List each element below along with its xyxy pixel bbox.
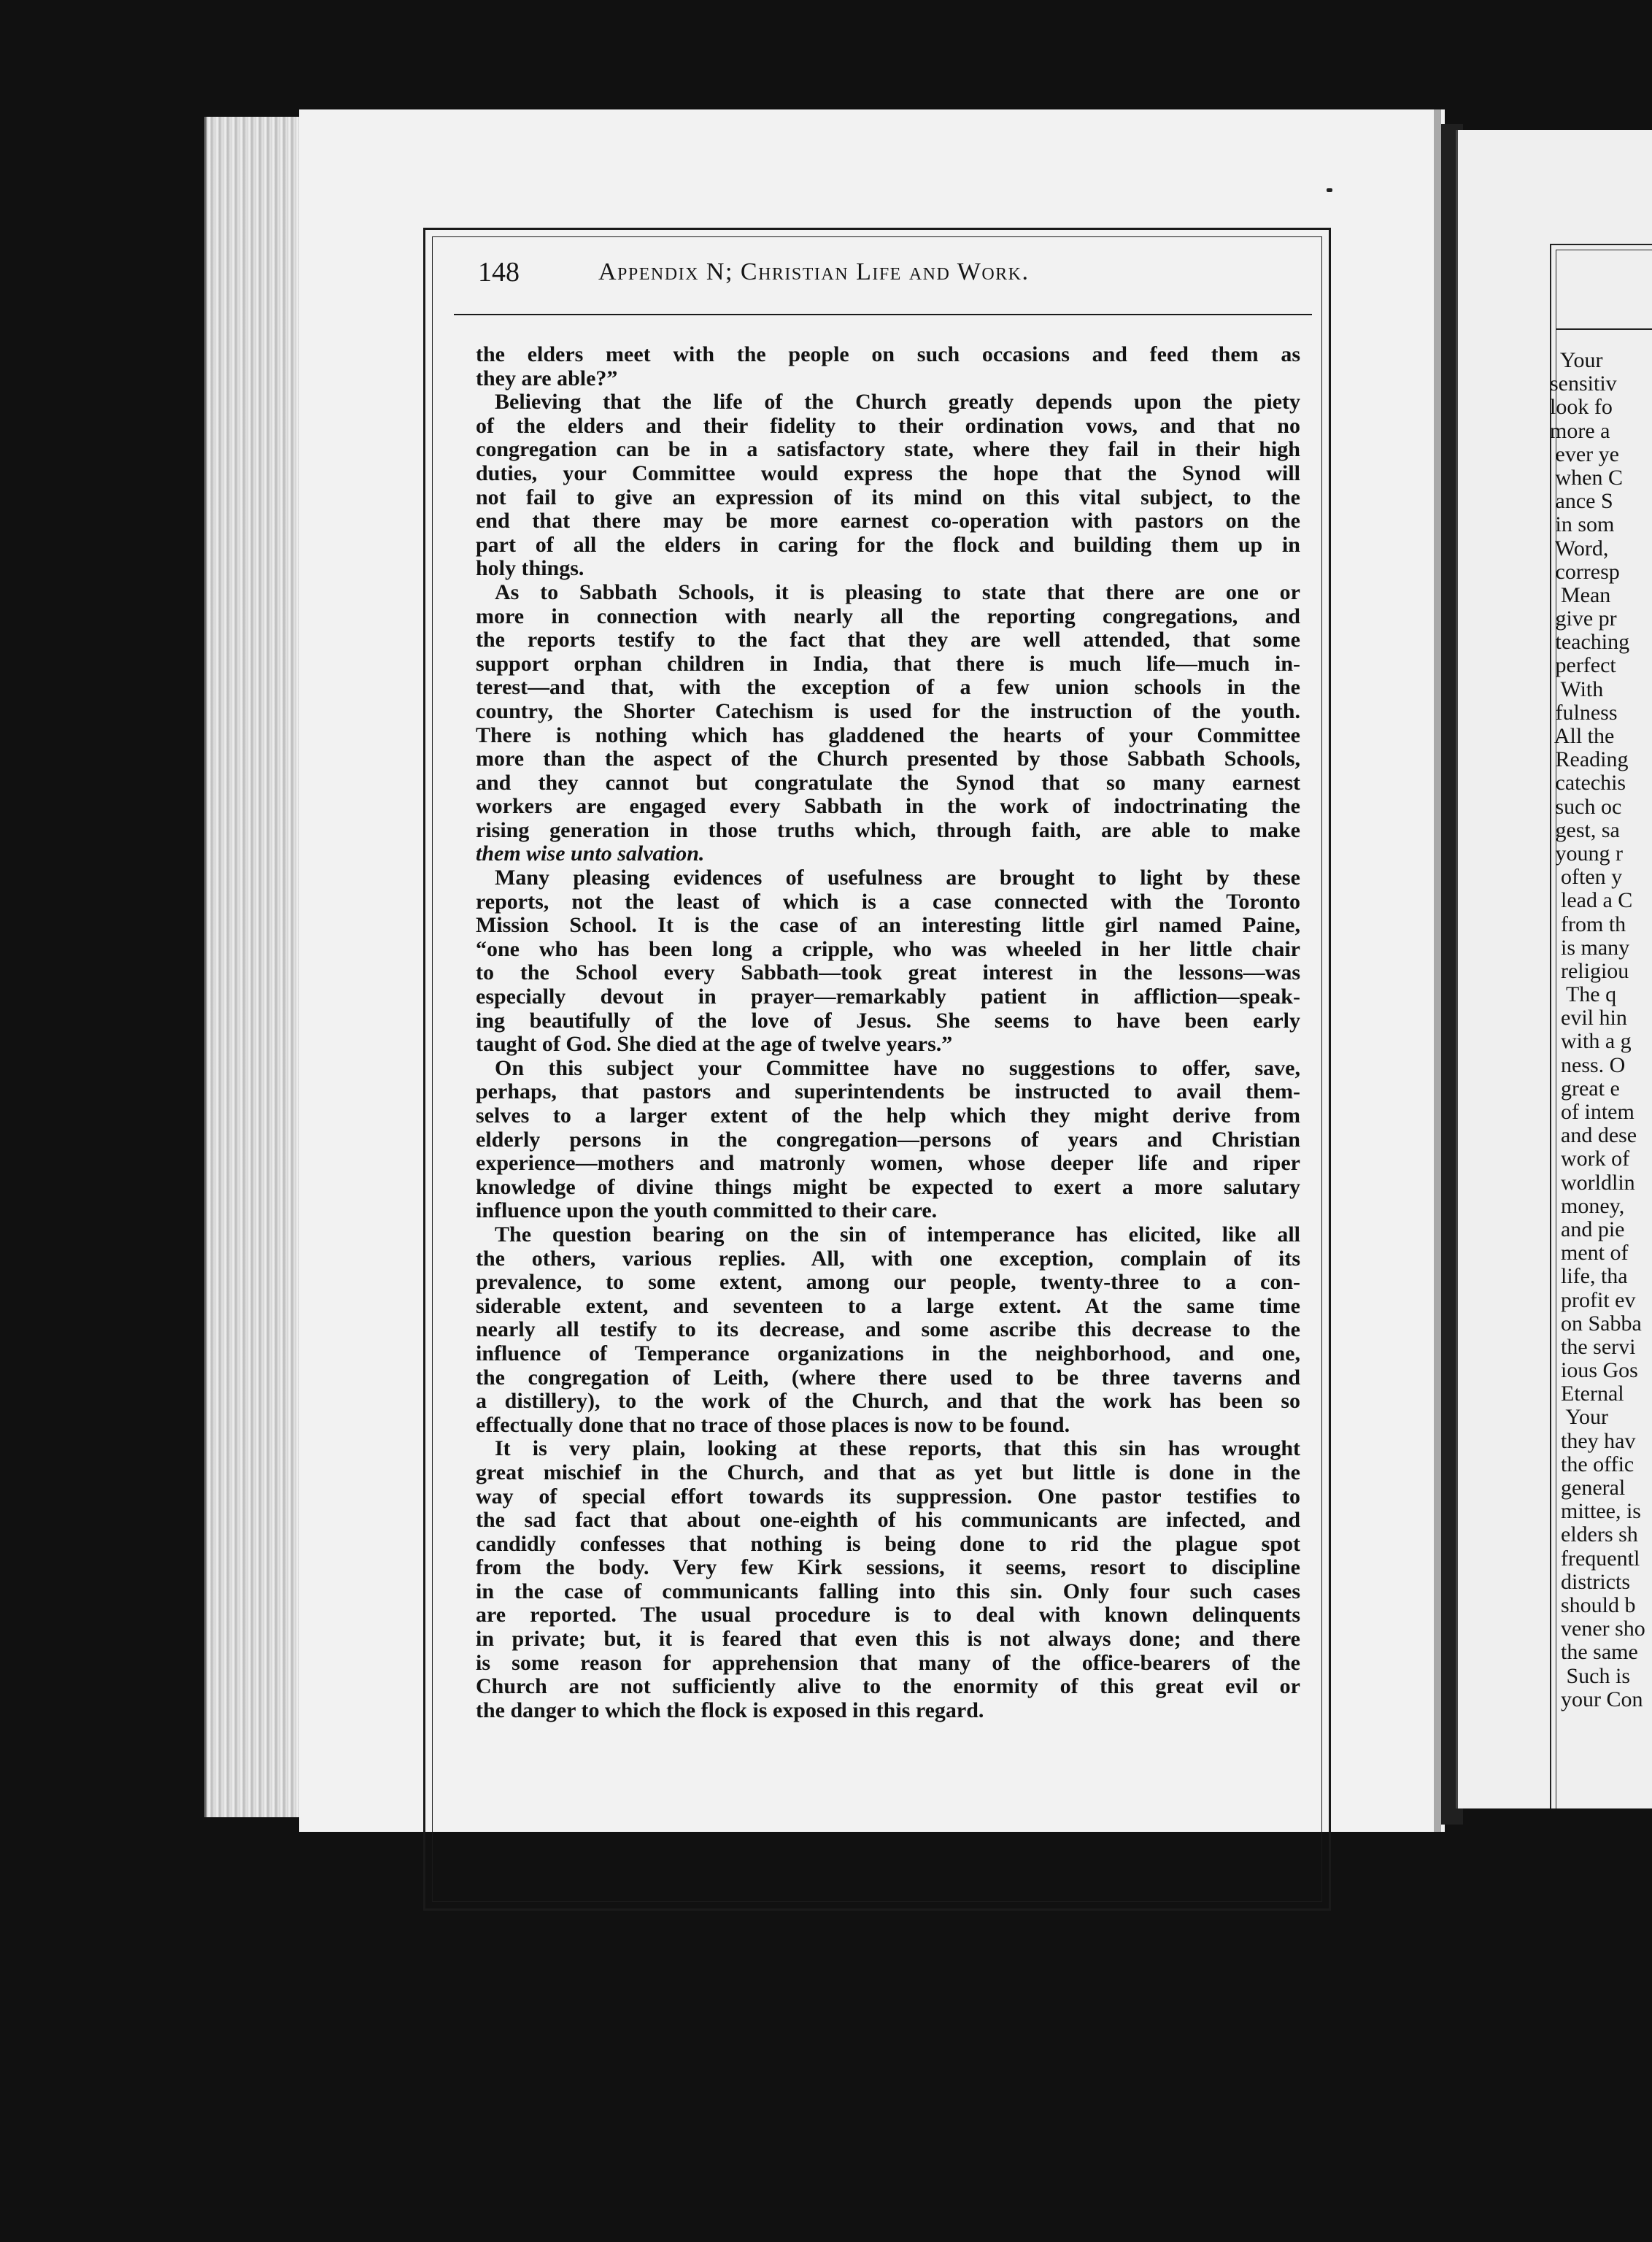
text-line: ing beautifully of the love of Jesus. She seems to have been early	[476, 1009, 1300, 1033]
facing-page-line: of intem	[1550, 1100, 1634, 1124]
text-line: the sad fact that about one-eighth of his communicants are infected, and	[476, 1509, 1300, 1533]
text-line: not fail to give an expression of its mind on this vital subject, to the	[476, 485, 1300, 509]
text-line: a distillery), to the work of the Church, and that the work has been so	[476, 1390, 1300, 1414]
facing-page-line: worldlin	[1550, 1170, 1635, 1195]
text-line: taught of God. She died at the age of twelve years.”	[476, 1033, 953, 1057]
facing-page-line: is many	[1550, 935, 1630, 960]
text-line: in private; but, it is feared that even this is not always done; and there	[476, 1627, 1300, 1652]
ink-speck	[1327, 188, 1332, 192]
text-line: to the School every Sabbath—took great interest in the lessons—was	[476, 961, 1300, 985]
text-line: There is nothing which has gladdened the hearts of your Committee	[476, 723, 1300, 747]
facing-page-line: and dese	[1550, 1123, 1637, 1148]
text-line: part of all the elders in caring for the flock and building them up in	[476, 533, 1300, 557]
text-line: the danger to which the flock is exposed in this regard.	[476, 1698, 984, 1722]
text-line: Believing that the life of the Church greatly depends upon the piety	[495, 390, 1300, 415]
facing-page-line: with a g	[1550, 1029, 1632, 1054]
text-line: perhaps, that pastors and superintendents be instructed to avail them-	[476, 1080, 1300, 1104]
facing-page-line: more a	[1550, 418, 1610, 443]
text-line: As to Sabbath Schools, it is pleasing to state that there are one or	[495, 580, 1300, 604]
facing-page-line: teaching	[1550, 630, 1630, 655]
text-line: is some reason for apprehension that many of the office-bearers of the	[476, 1651, 1300, 1675]
text-line: congregation can be in a satisfactory state, where they fail in their high	[476, 438, 1300, 462]
text-line: experience—mothers and matronly women, whose deeper life and riper	[476, 1152, 1300, 1176]
facing-page-line: ious Gos	[1550, 1358, 1638, 1383]
text-line: and they cannot but congratulate the Synod that so many earnest	[476, 771, 1300, 795]
facing-page-line: the same	[1550, 1640, 1638, 1665]
text-line: candidly confesses that nothing is being done to rid the plague spot	[476, 1532, 1300, 1556]
facing-page-line: With	[1550, 677, 1604, 701]
text-line: elderly persons in the congregation—persons of years and Christian	[476, 1128, 1300, 1152]
facing-page-line: often y	[1550, 865, 1623, 890]
text-line: prevalence, to some extent, among our people, twenty-three to a con-	[476, 1271, 1300, 1295]
facing-page-line: the offic	[1550, 1452, 1634, 1476]
facing-page-text	[1550, 349, 1652, 1711]
text-line: terest—and that, with the exception of a few union schools in the	[476, 676, 1300, 700]
facing-page-line: fulness	[1550, 700, 1618, 725]
text-line: country, the Shorter Catechism is used for the instruction of the youth.	[476, 699, 1300, 723]
facing-page-head-rule	[1556, 328, 1652, 330]
facing-page-line: ever ye	[1550, 442, 1619, 466]
text-line: more in connection with nearly all the reporting congregations, and	[476, 604, 1300, 628]
facing-page-line: evil hin	[1550, 1006, 1627, 1031]
text-line: them wise unto salvation.	[476, 842, 705, 866]
facing-page-line: Your	[1550, 1405, 1609, 1430]
text-line: end that there may be more earnest co-operation with pastors on the	[476, 509, 1300, 533]
running-head	[478, 247, 1215, 298]
facing-page-line: The q	[1550, 982, 1617, 1007]
facing-page-line: Such is	[1550, 1663, 1631, 1688]
facing-page-line: districts	[1550, 1569, 1630, 1594]
text-line: from the body. Very few Kirk sessions, it seems, resort to discipline	[476, 1556, 1300, 1580]
text-line: especially devout in prayer—remarkably patient in affliction—speak-	[476, 985, 1300, 1009]
running-head-rule	[454, 314, 1312, 315]
text-line: rising generation in those truths which, through faith, are able to make	[476, 818, 1300, 842]
facing-page-line: ment of	[1550, 1241, 1629, 1266]
text-line: way of special effort towards its suppression. One pastor testifies to	[476, 1484, 1300, 1509]
text-line: the reports testify to the fact that they are well attended, that some	[476, 628, 1300, 652]
text-line: of the elders and their fidelity to their ordination vows, and that no	[476, 414, 1300, 438]
facing-page-line: Mean	[1550, 582, 1611, 607]
text-line: knowledge of divine things might be expected to exert a more salutary	[476, 1175, 1300, 1199]
facing-page-line: in som	[1550, 512, 1615, 537]
page-number: 148	[478, 257, 520, 288]
facing-page-line: gest, sa	[1550, 817, 1620, 842]
facing-page-line: corresp	[1550, 559, 1620, 584]
book-page-edges	[204, 117, 309, 1817]
text-line: duties, your Committee would express the hope that the Synod will	[476, 461, 1300, 485]
facing-page-line: All the	[1550, 724, 1615, 748]
facing-page-line: lead a C	[1550, 888, 1633, 913]
facing-page-line: they hav	[1550, 1428, 1636, 1453]
text-line: the congregation of Leith, (where there used to be three taverns and	[476, 1365, 1300, 1390]
text-line: effectually done that no trace of those places is now to be found.	[476, 1413, 1070, 1437]
facing-page-line: mittee, is	[1550, 1499, 1641, 1524]
text-line: holy things.	[476, 557, 584, 581]
facing-page-line: give pr	[1550, 606, 1617, 631]
facing-page-line: young r	[1550, 841, 1623, 866]
text-line: more than the aspect of the Church presented by those Sabbath Schools,	[476, 747, 1300, 771]
book-gutter	[1434, 109, 1441, 1832]
facing-page-line: ness. O	[1550, 1052, 1626, 1077]
running-head-title: Appendix N; Christian Life and Work.	[598, 258, 1030, 285]
facing-page-line: general	[1550, 1476, 1626, 1500]
text-line: the others, various replies. All, with one exception, complain of its	[476, 1247, 1300, 1271]
facing-page-line: your Con	[1550, 1687, 1643, 1711]
facing-page-line: look fo	[1550, 395, 1613, 420]
text-line: are reported. The usual procedure is to deal with known delinquents	[476, 1603, 1300, 1627]
facing-page-line: frequentl	[1550, 1546, 1640, 1571]
text-line: influence upon the youth committed to their care.	[476, 1199, 938, 1223]
text-line: Many pleasing evidences of usefulness are brought to light by these	[495, 866, 1300, 890]
facing-page-line: vener sho	[1550, 1617, 1645, 1641]
facing-page-line: ance S	[1550, 489, 1613, 514]
facing-page-line: perfect	[1550, 653, 1616, 678]
facing-page-line: Word,	[1550, 536, 1609, 560]
facing-page-line: and pie	[1550, 1217, 1625, 1241]
facing-page	[1456, 130, 1652, 1808]
facing-page-line: sensitiv	[1550, 371, 1617, 396]
text-line: Mission School. It is the case of an interesting little girl named Paine,	[476, 914, 1300, 938]
text-line: workers are engaged every Sabbath in the work of indoctrinating the	[476, 795, 1300, 819]
text-line: siderable extent, and seventeen to a large extent. At the same time	[476, 1294, 1300, 1318]
text-line: the elders meet with the people on such occasions and feed them as	[476, 343, 1300, 366]
facing-page-line: on Sabba	[1550, 1311, 1642, 1336]
facing-page-line: such oc	[1550, 794, 1622, 819]
facing-page-line: from th	[1550, 912, 1626, 936]
facing-page-line: elders sh	[1550, 1522, 1638, 1547]
facing-page-line: religiou	[1550, 958, 1629, 983]
facing-page-line: catechis	[1550, 771, 1626, 796]
facing-page-line: when C	[1550, 465, 1623, 490]
facing-page-line: should b	[1550, 1592, 1636, 1617]
text-line: influence of Temperance organizations in the neighborhood, and one,	[476, 1341, 1300, 1365]
facing-page-line: the servi	[1550, 1334, 1636, 1359]
body-text	[476, 343, 1300, 1722]
text-line: selves to a larger extent of the help which they might derive from	[476, 1104, 1300, 1128]
text-line: reports, not the least of which is a case connected with the Toronto	[476, 890, 1300, 914]
facing-page-line: work of	[1550, 1147, 1630, 1171]
facing-page-line: money,	[1550, 1193, 1625, 1218]
facing-page-line: Reading	[1550, 747, 1629, 772]
text-line: support orphan children in India, that there is much life—much in-	[476, 652, 1300, 676]
text-line: nearly all testify to its decrease, and some ascribe this decrease to the	[476, 1318, 1300, 1342]
text-line: The question bearing on the sin of intemperance has elicited, like all	[495, 1222, 1300, 1247]
text-line: in the case of communicants falling into this sin. Only four such cases	[476, 1579, 1300, 1603]
facing-page-line: Your	[1550, 348, 1603, 372]
facing-page-line: life, tha	[1550, 1264, 1628, 1289]
text-line: On this subject your Committee have no suggestions to offer, save,	[495, 1056, 1300, 1080]
facing-page-line: Eternal	[1550, 1382, 1624, 1406]
facing-page-line: great e	[1550, 1076, 1620, 1101]
text-line: “one who has been long a cripple, who was wheeled in her little chair	[476, 937, 1300, 961]
text-line: they are able?”	[476, 366, 618, 390]
text-line: It is very plain, looking at these reports, that this sin has wrought	[495, 1437, 1300, 1461]
text-line: Church are not sufficiently alive to the enormity of this great evil or	[476, 1675, 1300, 1699]
text-line: great mischief in the Church, and that as yet but little is done in the	[476, 1460, 1300, 1484]
facing-page-line: profit ev	[1550, 1287, 1636, 1312]
